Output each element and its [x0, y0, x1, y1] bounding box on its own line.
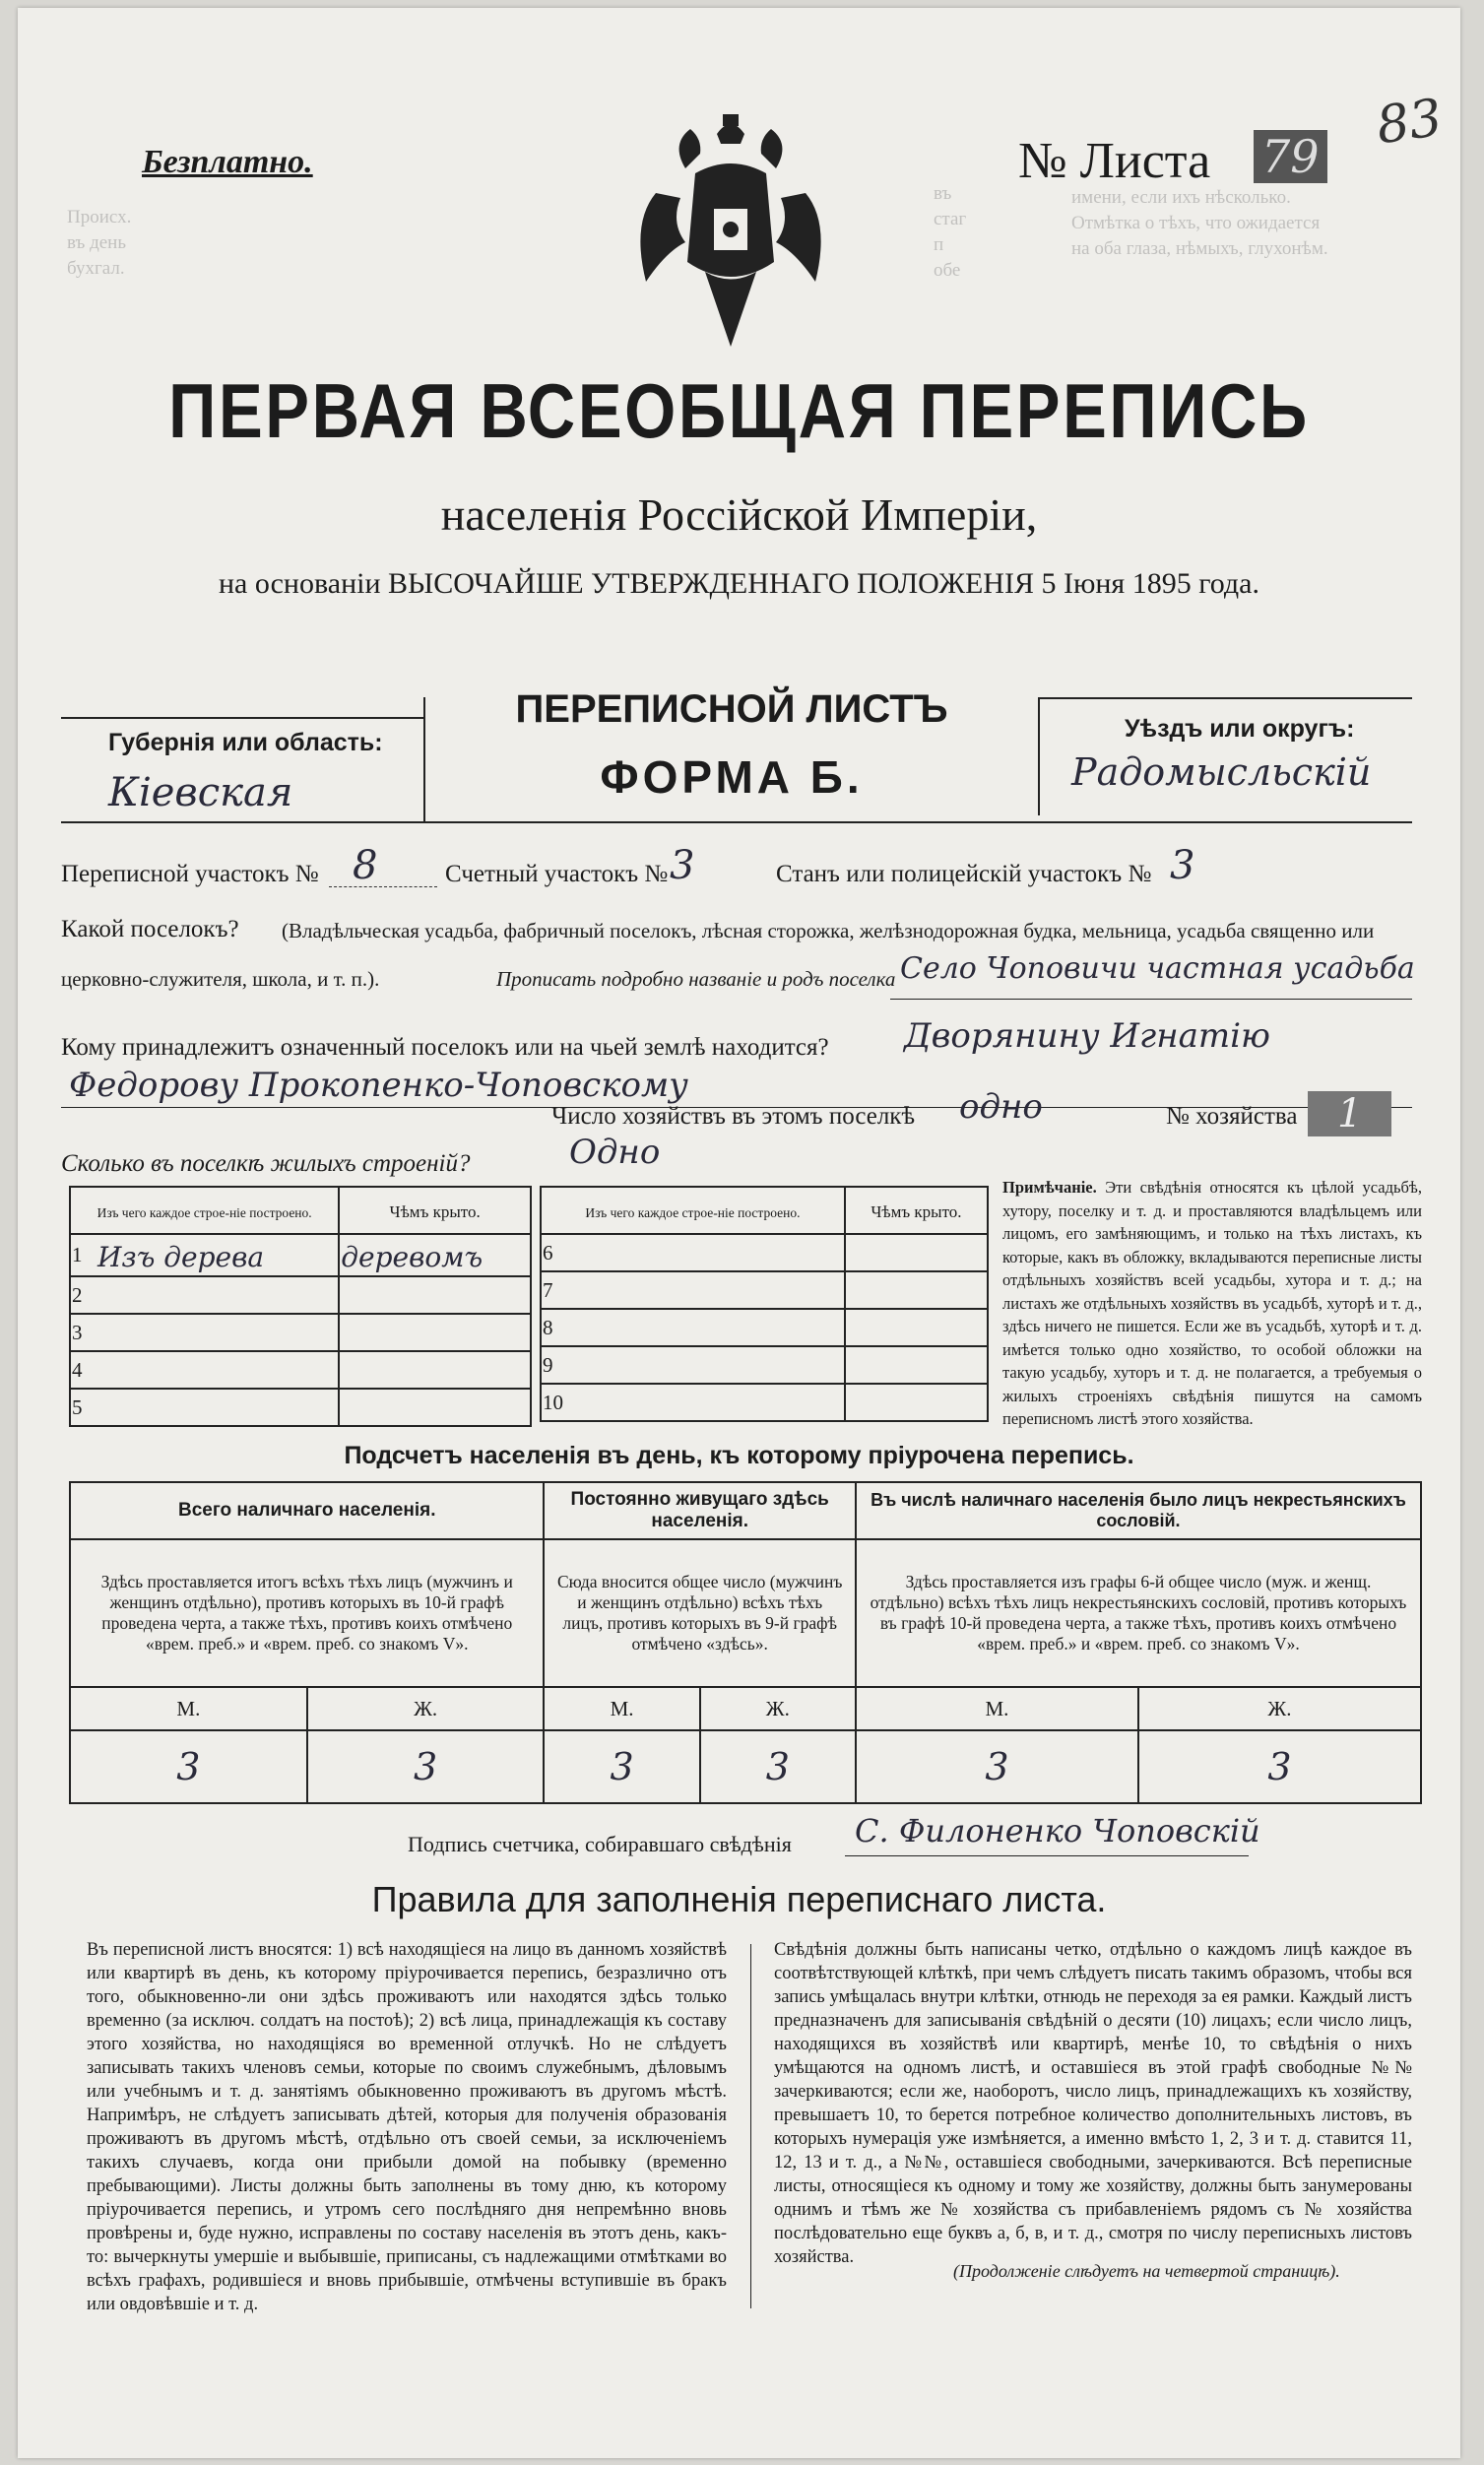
row-number: 4 [72, 1357, 83, 1382]
population-heading: Подсчетъ населенія въ день, къ которому пріурочена перепись. [344, 1442, 1134, 1469]
rules-heading: Правила для заполненія переписнаго листа. [371, 1879, 1107, 1919]
owner-question: Кому принадлежитъ означенный поселокъ или на чьей землѣ находится? [61, 1034, 829, 1061]
main-title: ПЕРВАЯ ВСЕОБЩАЯ ПЕРЕПИСЬ [168, 367, 1310, 454]
sheet-number-value: 79 [1254, 130, 1327, 183]
owner-value-line1: Дворянину Игнатію [904, 1016, 1270, 1056]
male-label: М. [610, 1696, 634, 1720]
census-plot-value: 8 [353, 843, 378, 888]
row-number: 2 [72, 1282, 83, 1307]
building-row [70, 1351, 531, 1389]
row-number: 8 [543, 1315, 553, 1339]
count-plot-label: Счетный участокъ № [445, 861, 669, 887]
note-block [1002, 1176, 1422, 1431]
margin-page-number: 83 [1373, 88, 1447, 157]
buildings-value: Одно [569, 1133, 661, 1172]
signature-value: С. Филоненко Чоповскій [855, 1812, 1260, 1849]
settlement-examples: (Владѣльческая усадьба, фабричный поселокъ, лѣсная сторожка, желѣзнодорожная будка, мельница, усадьба священно или [282, 919, 1375, 942]
building-row [541, 1234, 988, 1271]
permanent-male-value: 3 [610, 1745, 634, 1788]
subtitle-empire: населенія Россійской Имперіи, [440, 489, 1038, 540]
building-row [541, 1309, 988, 1346]
note-text: Эти свѣдѣнія относятся къ цѣлой усадьбѣ, хутору, поселку и т. д. и проставляются владѣльцемъ или лицомъ, его замѣняющимъ, и только на тѣхъ листахъ, къ которые, какъ въ обложку, вкладываются переписные листы отдѣльныхъ хозяйствъ всей усадьбы, хутора и т. д.; на листахъ же отдѣльныхъ хозяйствъ въ усадьбѣ, хуторѣ и т. д., здѣсь ничего не пишется. Если же въ усадьбѣ, хуторѣ и т. д. имѣется только одно хозяйство, то особой обложки на такую усадьбу, хуторъ и т. д. не полагается, а требуемыя о жилыхъ строеніяхъ свѣдѣнія пишутся на самомъ переписномъ листѣ этого хозяйства. [1002, 1178, 1422, 1428]
building-row [70, 1389, 531, 1426]
population-table [69, 1481, 1422, 1804]
row-number: 3 [72, 1320, 83, 1344]
free-label: Безплатно. [142, 144, 313, 180]
signature-label: Подпись счетчика, собиравшаго свѣдѣнія [408, 1832, 792, 1856]
col-total-header: Всего наличнаго населенія. [177, 1500, 436, 1521]
sheet-number-label: № Листа [1018, 133, 1211, 189]
stan-label: Станъ или полицейскій участокъ № [776, 861, 1152, 887]
settlement-value: Село Чоповичи частная усадьба [900, 951, 1415, 986]
rules-continuation: (Продолженіе слѣдуетъ на четвертой страницѣ). [953, 2261, 1340, 2281]
buildings-table-left [69, 1186, 532, 1427]
household-number-label: № хозяйства [1166, 1103, 1298, 1130]
col-permanent-desc: Сюда вносится общее число (мужчинъ и женщинъ отдѣльно) всѣхъ тѣхъ лицъ, противъ которыхъ въ 9-й графѣ отмѣчено «здѣсь». [557, 1572, 843, 1654]
building-row [541, 1271, 988, 1309]
row-number: 1 [72, 1243, 83, 1266]
total-male-value: 3 [176, 1745, 201, 1788]
col-permanent-header: Постоянно живущаго здѣсь населенія. [570, 1489, 829, 1531]
total-female-value: 3 [414, 1745, 438, 1788]
row-number: 6 [543, 1240, 553, 1265]
settlement-instruction: Прописать подробно названіе и родъ поселка [496, 967, 896, 991]
col-roof-header: Чѣмъ крыто. [389, 1201, 481, 1221]
female-label: Ж. [414, 1696, 438, 1720]
settlement-examples-2: церковно-служителя, школа, и т. п.). [61, 967, 380, 991]
gubernia-value: Кіевская [108, 770, 293, 815]
note-lead: Примѣчаніе. [1002, 1178, 1097, 1197]
households-value: одно [959, 1087, 1043, 1127]
double-headed-eagle-emblem [626, 114, 835, 349]
census-sheet [18, 8, 1460, 2458]
owner-value-line2: Федорову Прокопенко-Чоповскому [69, 1066, 688, 1105]
households-label: Число хозяйствъ въ этомъ поселкѣ [551, 1103, 916, 1130]
bleed-through-right: имени, если ихъ нѣсколько. Отмѣтка о тѣхъ, что ожидается на оба глаза, нѣмыхъ, глухонѣм. [1071, 187, 1328, 259]
bleed-through-mid: въ стаг п обе [934, 183, 967, 281]
col-roof-header: Чѣмъ крыто. [871, 1201, 962, 1221]
building-row [70, 1314, 531, 1351]
nonpeasant-male-value: 3 [985, 1745, 1009, 1788]
col-material-header: Изъ чего каждое строе-ніе построено. [585, 1204, 801, 1220]
col-nonpeasant-header: Въ числѣ наличнаго населенія было лицъ некрестьянскихъ сословій. [871, 1490, 1406, 1530]
male-label: М. [985, 1696, 1009, 1720]
buildings-question: Сколько въ поселкѣ жилыхъ строеній? [61, 1150, 471, 1177]
form-title: ПЕРЕПИСНОЙ ЛИСТЪ [515, 687, 948, 731]
form-subtitle: ФОРМА Б. [600, 751, 864, 803]
row-number: 9 [543, 1352, 553, 1377]
building-row [70, 1276, 531, 1314]
uezd-label: Уѣздъ или округъ: [1125, 715, 1355, 743]
building-row [70, 1234, 531, 1276]
uezd-value: Радомысльскій [1071, 750, 1372, 794]
row-number: 5 [72, 1395, 83, 1419]
household-number-value: 1 [1308, 1091, 1391, 1136]
bleed-through-left: Происх. въ день бухгал. [67, 207, 132, 279]
building-row [541, 1384, 988, 1421]
rules-right-column: Свѣдѣнія должны быть написаны четко, отдѣльно о каждомъ лицѣ каждое въ соотвѣтствующей клѣткѣ, при чемъ слѣдуетъ писать такимъ образомъ, чтобы вся запись умѣщалась внутри клѣтки, отнюдь не переходя за ея рамки. Каждый листъ предназначенъ для записыванія свѣдѣній о десяти (10) лицахъ; если число лицъ, находящихся въ хозяйствѣ или квартирѣ, менѣе 10, то свѣдѣнія о нихъ умѣщаются на одномъ листѣ, и оставшіеся въ этой графѣ свободные №№ зачеркиваются; если же, наоборотъ, число лицъ, принадлежащихъ къ хозяйству, превышаетъ 10, то берется потребное количество дополнительныхъ листовъ, въ которыхъ нумерація уже измѣняется, а именно вмѣсто 1, 2, 3 и т. д. ставится 11, 12, 13 и т. д., а №№, оставшіеся свободными, зачеркиваются. Всѣ переписные листы, относящіеся къ одному и тому же хозяйству, должны быть занумерованы однимъ и тѣмъ же № хозяйства съ прибавленіемъ рядомъ съ № хозяйства послѣдовательно еще буквъ а, б, в, и т. д., смотря по числу переписныхъ листовъ хозяйства. [774, 1940, 1412, 2267]
col-total-desc: Здѣсь проставляется итогъ всѣхъ тѣхъ лицъ (мужчинъ и женщинъ отдѣльно), противъ которыхъ въ 10-й графѣ проведена черта, а также тѣхъ, противъ коихъ отмѣчено «врем. преб.» и «врем. преб. со знакомъ V». [100, 1572, 513, 1654]
col-nonpeasant-desc: Здѣсь проставляется изъ графы 6-й общее число (муж. и женщ. отдѣльно) всѣхъ тѣхъ лицъ некрестьянскихъ сословій, противъ которыхъ въ графѣ 10-й проведена черта, а также тѣхъ, противъ коихъ отмѣчено «врем. преб.» и «врем. преб. со знакомъ V». [870, 1572, 1407, 1654]
building-row [541, 1346, 988, 1384]
subtitle-decree: на основаніи ВЫСОЧАЙШЕ УТВЕРЖДЕННАГО ПОЛОЖЕНІЯ 5 Іюня 1895 года. [219, 567, 1259, 600]
gubernia-label: Губернія или область: [108, 729, 383, 756]
census-plot-label: Переписной участокъ № [61, 861, 319, 887]
permanent-female-value: 3 [765, 1745, 790, 1788]
female-label: Ж. [1267, 1696, 1292, 1720]
female-label: Ж. [765, 1696, 790, 1720]
nonpeasant-female-value: 3 [1267, 1745, 1292, 1788]
stan-value: 3 [1170, 843, 1195, 888]
building-roof: деревомъ [341, 1241, 484, 1273]
male-label: М. [176, 1696, 201, 1720]
col-material-header: Изъ чего каждое строе-ніе построено. [97, 1204, 312, 1220]
rules-left-column: Въ переписной листъ вносятся: 1) всѣ находящіеся на лицо въ данномъ хозяйствѣ или квартирѣ въ день, къ которому пріурочивается перепись, безразлично отъ того, обыкновенно-ли они здѣсь проживаютъ или находятся здѣсь только временно (за исключ. солдатъ на постоѣ); 2) всѣ лица, принадлежащія къ составу этого хозяйства, но находящіяся во временной отлучкѣ. Но не слѣдуетъ записывать такихъ членовъ семьи, которые по своимъ служебнымъ, дѣловымъ или учебнымъ и т. д. занятіямъ обыкновенно проживаютъ въ другомъ мѣстѣ. Напримѣръ, не слѣдуетъ записывать дѣтей, которыя для полученія образованія проживаютъ въ другомъ мѣстѣ, отдѣльно отъ своей семьи, за исключеніемъ такихъ случаевъ, когда они прибыли домой на побывку (временно пребывающими). Листы должны быть заполнены въ тому дню, къ которому пріурочивается перепись, и утромъ сего послѣдняго дня непремѣнно вновь провѣрены и, буде нужно, исправлены по составу населенія въ этотъ день, какъ-то: вычеркнуты умершіе и выбывшіе, приписаны, съ надлежащими отмѣтками во всѣхъ графахъ, родившіеся и вновь прибывшіе, отмѣчены вступившіе въ бракъ или овдовѣвшіе и т. д. [87, 1940, 727, 2314]
row-number: 10 [543, 1390, 563, 1414]
building-material: Изъ дерева [97, 1241, 265, 1273]
settlement-question: Какой поселокъ? [61, 916, 239, 942]
row-number: 7 [543, 1277, 553, 1302]
count-plot-value: 3 [670, 843, 695, 888]
buildings-table-right [540, 1186, 989, 1422]
